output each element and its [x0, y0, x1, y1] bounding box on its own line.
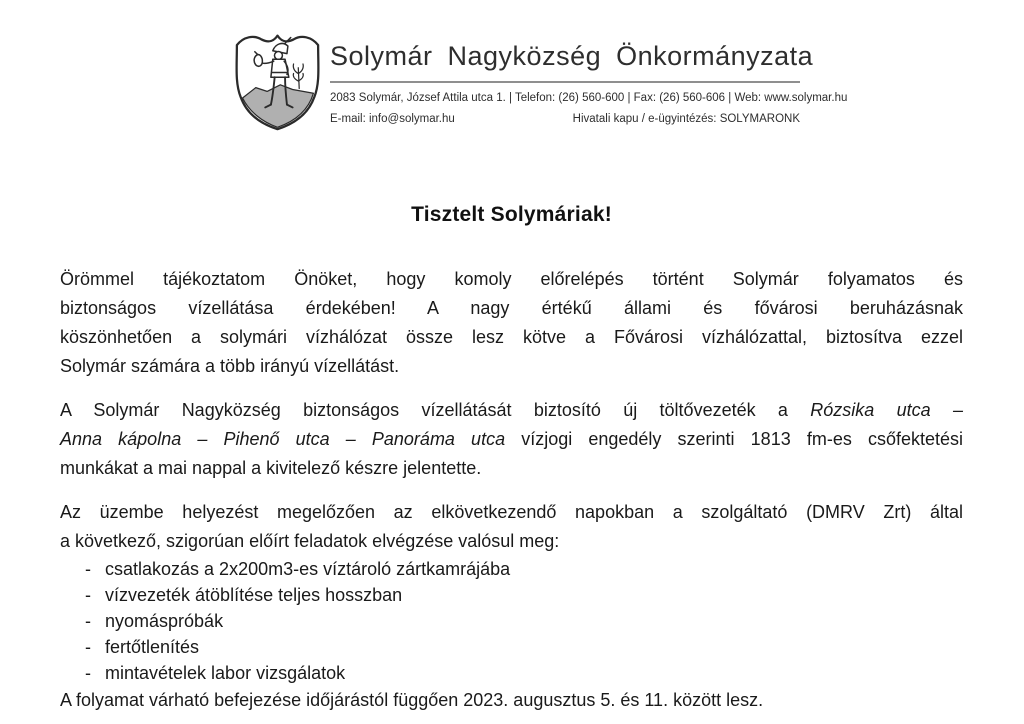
text-line: a következő, szigorúan előírt feladatok elvégzése valósul meg: [60, 531, 560, 551]
list-item-text: fertőtlenítés [105, 637, 200, 657]
text-line: A Solymár Nagyközség biztonságos vízellátását biztosító új töltővezeték a Rózsika utca – [60, 400, 963, 420]
list-item-text: csatlakozás a 2x200m3-es víztároló zártkamrájába [105, 559, 511, 579]
list-item [60, 608, 963, 634]
text-line: köszönhetően a solymári vízhálózat össze lesz kötve a Fővárosi vízhálózattal, biztosítva ezzel [60, 327, 963, 347]
paragraph-tasks-intro [60, 498, 963, 556]
dash-bullet: - [85, 585, 91, 605]
portal-info: Hivatali kapu / e-ügyintézés: SOLYMARONK [572, 113, 800, 125]
paragraph-intro [60, 265, 963, 381]
list-item-text: vízvezeték átöblítése teljes hosszban [105, 585, 403, 605]
dash-bullet: - [85, 611, 91, 631]
letterhead [330, 38, 848, 127]
task-list [60, 556, 963, 686]
list-item [60, 556, 963, 582]
text-line: Az üzembe helyezést megelőzően az elkövetkezendő napokban a szolgáltató (DMRV Zrt) által [60, 502, 963, 522]
paragraph-pipeline [60, 396, 963, 483]
text-line: Örömmel tájékoztatom Önöket, hogy komoly előrelépés történt Solymár folyamatos és [60, 269, 963, 289]
dash-bullet: - [85, 637, 91, 657]
dash-bullet: - [85, 559, 91, 579]
contact-line-2 [330, 112, 800, 127]
contact-line: 2083 Solymár, József Attila utca 1. | Telefon: (26) 560-600 | Fax: (26) 560-606 | Web: www.solymar.hu [330, 92, 848, 104]
dash-bullet: - [85, 663, 91, 683]
text-line: Anna kápolna – Pihenő utca – Panoráma utca vízjogi engedély szerinti 1813 fm-es csőfektetési [60, 429, 963, 449]
list-item [60, 660, 963, 686]
text-line: munkákat a mai nappal a kivitelező készre jelentette. [60, 458, 482, 478]
municipal-coat-of-arms-icon [230, 30, 325, 132]
letter-body [60, 202, 963, 715]
organization-name: Solymár Nagyközség Önkormányzata [330, 41, 814, 71]
list-item-text: mintavételek labor vizsgálatok [105, 663, 346, 683]
email-address: E-mail: info@solymar.hu [330, 113, 455, 125]
letterhead-divider [330, 81, 800, 83]
text-line: Solymár számára a több irányú vízellátást. [60, 356, 400, 376]
text-line: biztonságos vízellátása érdekében! A nagy értékű állami és fővárosi beruházásnak [60, 298, 963, 318]
list-item-text: nyomáspróbák [105, 611, 224, 631]
salutation: Tisztelt Solymáriak! [411, 203, 612, 226]
closing-line: A folyamat várható befejezése időjárástól függően 2023. augusztus 5. és 11. között lesz. [60, 690, 764, 710]
list-item [60, 582, 963, 608]
list-item [60, 634, 963, 660]
